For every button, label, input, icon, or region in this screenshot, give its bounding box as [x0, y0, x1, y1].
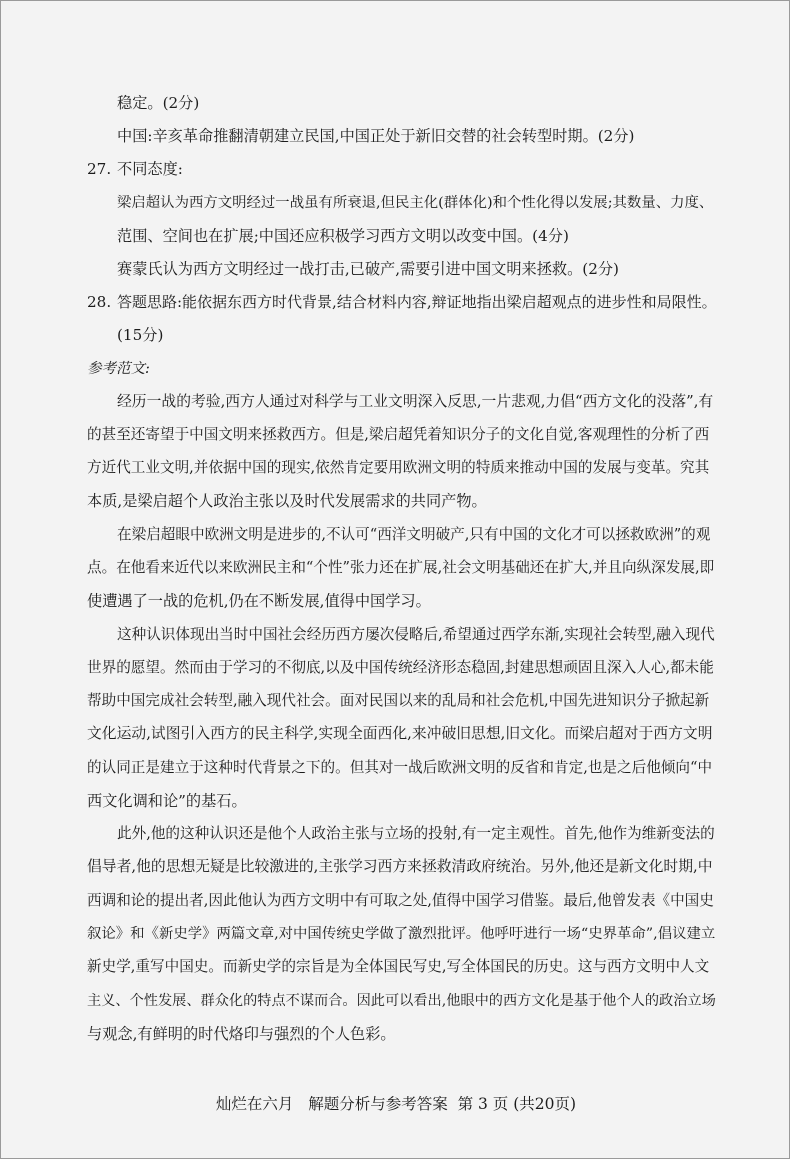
question-number: 28. — [87, 293, 112, 311]
text-line: 这种认识体现出当时中国社会经历西方屡次侵略后,希望通过西学东渐,实现社会转型,融入现代 — [117, 626, 715, 643]
text-line: 主义、个性发展、群众化的特点不谋而合。因此可以看出,他眼中的西方文化是基于他个人的政治立场 — [87, 993, 716, 1009]
text-line: 帮助中国完成社会转型,融入现代社会。面对民国以来的乱局和社会危机,中国先进知识分子掀起新 — [87, 692, 710, 709]
text-line: 范围、空间也在扩展;中国还应积极学习西方文明以改变中国。(4分) — [117, 227, 569, 245]
question-title: 不同态度: — [117, 160, 183, 178]
text-line: 的甚至还寄望于中国文明来拯救西方。但是,梁启超凭着知识分子的文化自觉,客观理性的分析了西 — [87, 426, 710, 443]
text-line: 倡导者,他的思想无疑是比较激进的,主张学习西方来拯救清政府统治。另外,他还是新文化时期,中 — [87, 858, 713, 875]
text-line: 叙论》和《新史学》两篇文章,对中国传统史学做了激烈批评。他呼吁进行一场“史界革命”,倡议建立 — [87, 926, 716, 942]
question-number: 27. — [87, 160, 112, 178]
text-line: 答题思路:能依据东西方时代背景,结合材料内容,辩证地指出梁启超观点的进步性和局限性。 — [117, 293, 717, 311]
text-line: 西调和论的提出者,因此他认为西方文明中有可取之处,值得中国学习借鉴。最后,他曾发表《中国史 — [87, 892, 714, 909]
text-line: 梁启超认为西方文明经过一战虽有所衰退,但民主化(群体化)和个性化得以发展;其数量、力度、 — [117, 195, 714, 211]
footer-page-number: 第 3 页 (共20页) — [457, 1095, 577, 1113]
text-line: 文化运动,试图引入西方的民主科学,实现全面西化,来冲破旧思想,旧文化。而梁启超对于西方文明 — [87, 725, 713, 742]
text-line: 世界的愿望。然而由于学习的不彻底,以及中国传统经济形态稳固,封建思想顽固且深入人心,都未能 — [87, 659, 714, 676]
text-line: 新史学,重写中国史。而新史学的宗旨是为全体国民写史,写全体国民的历史。这与西方文明中人文 — [87, 958, 710, 975]
text-line: 稳定。(2分) — [117, 94, 200, 112]
text-line: 使遭遇了一战的危机,仍在不断发展,值得中国学习。 — [87, 592, 431, 610]
text-line: 在梁启超眼中欧洲文明是进步的,不认可“西洋文明破产,只有中国的文化才可以拯救欧洲”的观 — [117, 526, 711, 543]
text-line: 中国:辛亥革命推翻清朝建立民国,中国正处于新旧交替的社会转型时期。(2分) — [117, 127, 635, 145]
footer-section: 解题分析与参考答案 — [308, 1095, 448, 1113]
text-line: 与观念,有鲜明的时代烙印与强烈的个人色彩。 — [87, 1025, 396, 1043]
footer-book-title: 灿烂在六月 — [215, 1095, 294, 1113]
text-line: 本质,是梁启超个人政治主张以及时代发展需求的共同产物。 — [87, 492, 487, 510]
text-line: 的认同正是建立于这种时代背景之下的。但其对一战后欧洲文明的反省和肯定,也是之后他倾向“中 — [87, 759, 713, 776]
page-footer — [1, 1093, 790, 1115]
text-line: (15分) — [117, 326, 164, 344]
text-line: 方近代工业文明,并依据中国的现实,依然肯定要用欧洲文明的特质来推动中国的发展与变革。究其 — [87, 459, 710, 476]
text-line: 点。在他看来近代以来欧洲民主和“个性”张力还在扩展,社会文明基础还在扩大,并且向纵深发展,即 — [87, 559, 715, 576]
text-line: 此外,他的这种认识还是他个人政治主张与立场的投射,有一定主观性。首先,他作为维新变法的 — [117, 825, 715, 842]
text-line: 西文化调和论”的基石。 — [87, 792, 247, 810]
text-line: 经历一战的考验,西方人通过对科学与工业文明深入反思,一片悲观,力倡“西方文化的没落”,有 — [117, 393, 714, 410]
reference-heading: 参考范文: — [87, 361, 150, 377]
text-line: 赛蒙氏认为西方文明经过一战打击,已破产,需要引进中国文明来拯救。(2分) — [117, 260, 619, 278]
